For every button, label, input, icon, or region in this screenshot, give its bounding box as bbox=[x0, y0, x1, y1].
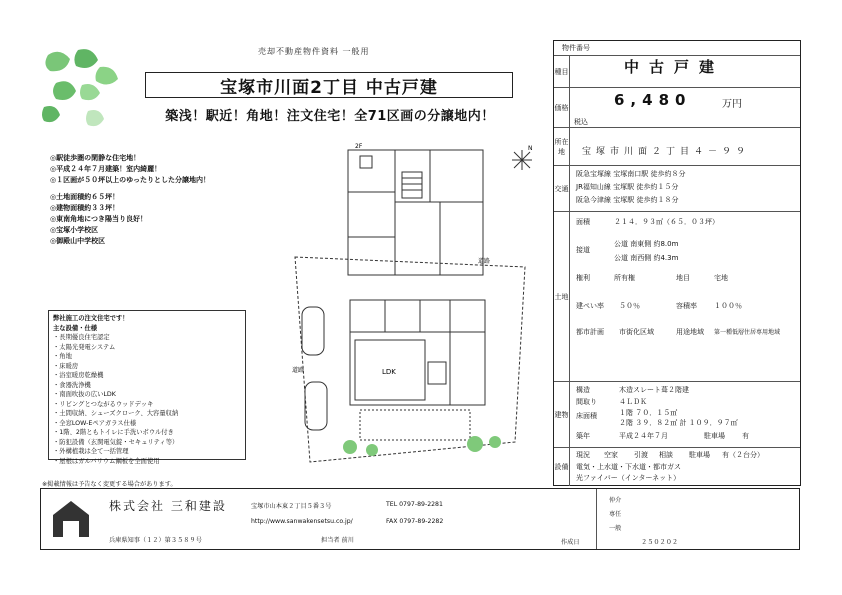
structure-label: 構造 bbox=[576, 386, 590, 394]
equipment-item: ・1階、2階ともトイレに手洗いボウル付き bbox=[53, 429, 174, 436]
road-top-label: 道路 bbox=[478, 258, 491, 265]
yoseki-label: 容積率 bbox=[676, 302, 697, 310]
parking-value: 有 bbox=[742, 432, 749, 440]
company-name: 株式会社 三和建設 bbox=[109, 499, 227, 513]
chimoku-value: 宅地 bbox=[714, 274, 728, 282]
company-fax: FAX 0797-89-2282 bbox=[386, 518, 444, 525]
point-item: ◎平成２４年７月建築！室内綺麗！ bbox=[50, 164, 162, 173]
chimoku-label: 地目 bbox=[676, 274, 690, 282]
footer-note: ※掲載情報は予告なく変更する場合があります。 bbox=[42, 481, 177, 488]
equipment-item: ・太陽光発電システム bbox=[53, 343, 116, 351]
company-address: 宝塚市山本東２丁目５番３号 bbox=[251, 503, 332, 510]
spec-table bbox=[553, 40, 801, 486]
fee-row: 専任 bbox=[609, 511, 622, 518]
fee-row: 一般 bbox=[609, 525, 622, 532]
property-number-label: 物件番号 bbox=[562, 44, 590, 52]
property-title: 宝塚市川面2丁目 中古戸建 bbox=[145, 72, 513, 98]
structure-value: 木造スレート葺２階建 bbox=[619, 386, 689, 394]
floor-plan-drawing bbox=[290, 142, 540, 477]
parking2-value: 有（２台分） bbox=[722, 451, 764, 459]
equipment-item: ・浴室暖房乾燥機 bbox=[53, 372, 104, 379]
equipment-title: 弊社施工の注文住宅です！ bbox=[53, 315, 129, 322]
point-item: ◎宝塚小学校区 bbox=[50, 225, 99, 234]
type-label: 種目 bbox=[554, 56, 570, 87]
type-value: 中古戸建 bbox=[624, 58, 725, 76]
parking2-label: 駐車場 bbox=[689, 451, 710, 459]
floor-value: ２階 ３９．８２㎡ 計 １０９．９７㎡ bbox=[619, 419, 738, 427]
leaf-decoration-icon bbox=[38, 45, 128, 140]
current-value: 空家 bbox=[604, 451, 618, 459]
equipment-item: ・食器洗浄機 bbox=[53, 381, 91, 389]
current-label: 現況 bbox=[576, 451, 590, 459]
point-item: ◎駅徒歩圏の閑静な住宅地！ bbox=[50, 154, 141, 162]
equipment-item: ・屋根はガルバリウム鋼板を全面使用 bbox=[53, 457, 160, 465]
floor-value: １階 ７０．１５㎡ bbox=[619, 409, 678, 417]
right-value: 所有権 bbox=[614, 274, 635, 282]
area-value: ２１４．９３㎡（６５．０３坪） bbox=[614, 218, 719, 226]
built-value: 平成２４年７月 bbox=[619, 432, 668, 440]
equipment-item: ・長期優良住宅認定 bbox=[53, 334, 110, 341]
point-item: ◎土地面積約６５坪！ bbox=[50, 193, 120, 202]
toshi-label: 都市計画 bbox=[576, 328, 604, 336]
facility-value: 電気・上水道・下水道・都市ガス bbox=[576, 463, 681, 471]
madori-label: 間取り bbox=[576, 398, 597, 406]
fee-row: 仲介 bbox=[609, 497, 622, 504]
equipment-item: ・南面吹抜の広いLDK bbox=[53, 391, 116, 398]
company-tel: TEL 0797-89-2281 bbox=[386, 501, 443, 508]
traffic-label: 交通 bbox=[554, 166, 570, 211]
madori-value: ４ＬＤＫ bbox=[619, 398, 647, 406]
road-value: 公道 南西側 約4.3m bbox=[614, 254, 679, 262]
equipment-item: ・全窓LOW-Eペアガラス仕様 bbox=[53, 419, 137, 427]
equipment-box bbox=[48, 310, 246, 465]
building-label: 建物 bbox=[554, 382, 570, 447]
kenpei-value: ５０％ bbox=[619, 302, 640, 310]
other-label: 設備 bbox=[554, 448, 570, 486]
built-label: 築年 bbox=[576, 432, 590, 440]
person-in-charge: 担当者 前川 bbox=[321, 537, 354, 544]
kenpei-label: 建ぺい率 bbox=[576, 302, 604, 310]
equipment-item: ・防犯設備（玄関電気錠・セキュリティ等） bbox=[53, 438, 179, 446]
ldk-label: LDK bbox=[382, 368, 396, 376]
road-value: 公道 南東側 約8.0m bbox=[614, 240, 679, 248]
parking-label: 駐車場 bbox=[704, 432, 725, 440]
north-label: N bbox=[528, 145, 533, 152]
equipment-item: ・外構植栽は全て一括管理 bbox=[53, 448, 129, 455]
traffic-line: JR福知山線 宝塚駅 徒歩約１５分 bbox=[576, 183, 679, 191]
price-unit: 万円 bbox=[722, 99, 742, 110]
traffic-line: 阪急今津線 宝塚駅 徒歩約１８分 bbox=[576, 196, 679, 204]
road-label: 接道 bbox=[576, 246, 590, 254]
facility-value: 光ファイバー（インターネット） bbox=[576, 474, 681, 482]
document-code: ２５０２０２ bbox=[641, 539, 679, 546]
point-item: ◎東南角地につき陽当り良好！ bbox=[50, 214, 147, 223]
yoseki-value: １００％ bbox=[714, 302, 742, 310]
equipment-subtitle: 主な設備・仕様 bbox=[53, 324, 98, 332]
equipment-item: ・床暖房 bbox=[53, 362, 79, 370]
catch-copy: 築浅！駅近！角地！注文住宅！全71区画の分譲地内！ bbox=[165, 109, 495, 124]
price-value: 6,480 bbox=[614, 91, 692, 109]
point-item: ◎建物面積約３３坪！ bbox=[50, 204, 120, 213]
point-item: ◎御殿山中学校区 bbox=[50, 236, 106, 245]
road-left-label: 道路 bbox=[292, 367, 305, 374]
equipment-item: ・土間収納、シューズクローク、大容量収納 bbox=[53, 410, 179, 417]
youto-value: 第一種低層住居専用地域 bbox=[714, 329, 781, 336]
date-label: 作成日 bbox=[561, 539, 580, 546]
youto-label: 用途地域 bbox=[676, 328, 704, 336]
company-footer bbox=[40, 488, 800, 550]
floor-2-label: 2F bbox=[355, 143, 363, 150]
delivery-label: 引渡 bbox=[634, 451, 648, 459]
selling-points bbox=[50, 153, 210, 246]
price-label: 価格 bbox=[554, 88, 570, 127]
right-label: 権利 bbox=[576, 274, 590, 282]
floor-label: 床面積 bbox=[576, 412, 597, 420]
point-item: ◎１区画が５０坪以上のゆったりとした分譲地内！ bbox=[50, 175, 211, 184]
price-note: 税込 bbox=[574, 118, 588, 126]
document-type-note: 売却不動産物件資料 一般用 bbox=[258, 47, 370, 56]
delivery-value: 相談 bbox=[659, 451, 673, 459]
traffic-line: 阪急宝塚線 宝塚南口駅 徒歩約８分 bbox=[576, 170, 686, 178]
equipment-item: ・角地 bbox=[53, 353, 72, 360]
toshi-value: 市街化区域 bbox=[619, 328, 654, 336]
equipment-item: ・リビングとつながるウッドデッキ bbox=[53, 400, 154, 408]
address-label: 所在地 bbox=[554, 128, 570, 165]
land-label: 土地 bbox=[554, 212, 570, 381]
company-url[interactable]: http://www.sanwakensetsu.co.jp/ bbox=[251, 518, 353, 525]
area-label: 面積 bbox=[576, 218, 590, 226]
company-license: 兵庫県知事（１２）第３５８９号 bbox=[109, 537, 202, 544]
address-value: 宝塚市川面２丁目４－９９ bbox=[582, 147, 751, 157]
company-logo-icon bbox=[49, 497, 93, 541]
